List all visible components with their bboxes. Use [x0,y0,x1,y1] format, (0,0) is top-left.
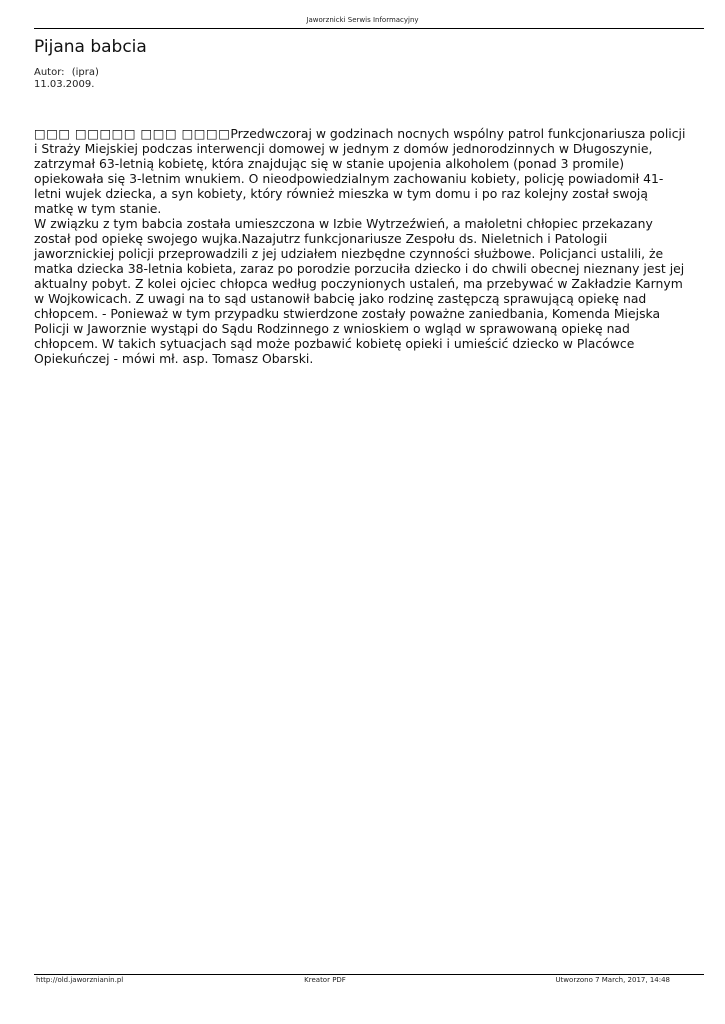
footer-created: Utworzono 7 March, 2017, 14:48 [555,976,670,984]
article-meta [34,67,99,91]
article-paragraph-1 [34,126,686,216]
page-header: Jaworznicki Serwis Informacyjny [306,16,419,24]
article-title: Pijana babcia [34,37,147,57]
author-line [34,67,99,79]
author-name: (ipra) [71,67,99,78]
paragraph-1-text: Przedwczoraj w godzinach nocnych wspólny patrol funkcjonariusza policji i Straży Miejskiej podczas interwencji domowej w jednym z domów jednorodzinnych w Długoszynie, zatrzymał 63-letnią kobietę, która znajdując się w stanie upojenia alkoholem (ponad 3 promile) opiekowała się 3-letnim wnukiem. O nieodpowiedzialnym zachowaniu kobiety, policję powiadomił 41-letni wujek dziecka, a syn kobiety, który również mieszka w tym domu i po raz kolejny został swoją matkę w tym stanie. [34,126,686,216]
footer-url[interactable]: http://old.jaworznianin.pl [36,976,124,984]
author-label: Autor: [34,67,65,78]
footer-divider [34,974,704,975]
article-body [34,126,686,366]
footer-generator: Kreator PDF [304,976,346,984]
article-date: 11.03.2009. [34,79,95,90]
header-divider [34,28,704,29]
article-paragraph-2: W związku z tym babcia została umieszczona w Izbie Wytrzeźwień, a małoletni chłopiec przekazany został pod opiekę swojego wujka.Nazajutrz funkcjonariusze Zespołu ds. Nieletnich i Patologii jaworznickiej policji przeprowadzili z jej udziałem niezbędne czynności służbowe. Policjanci ustalili, że matka dziecka 38-letnia kobieta, zaraz po porodzie porzuciła dziecko i do chwili obecnej nieznany jest jej aktualny pobyt. Z kolei ojciec chłopca według poczynionych ustaleń, ma przebywać w Zakładzie Karnym w Wojkowicach. Z uwagi na to sąd ustanowił babcię jako rodzinę zastępczą sprawującą opiekę nad chłopcem. - Ponieważ w tym przypadku stwierdzone zostały poważne zaniedbania, Komenda Miejska Policji w Jaworznie wystąpi do Sądu Rodzinnego z wnioskiem o wgląd w sprawowaną opiekę nad chłopcem. W takich sytuacjach sąd może pozbawić kobietę opieki i umieścić dziecko w Placówce Opiekuńczej - mówi mł. asp. Tomasz Obarski. [34,216,685,366]
lead-symbols: □□□ □□□□□ □□□ □□□□ [34,126,231,141]
